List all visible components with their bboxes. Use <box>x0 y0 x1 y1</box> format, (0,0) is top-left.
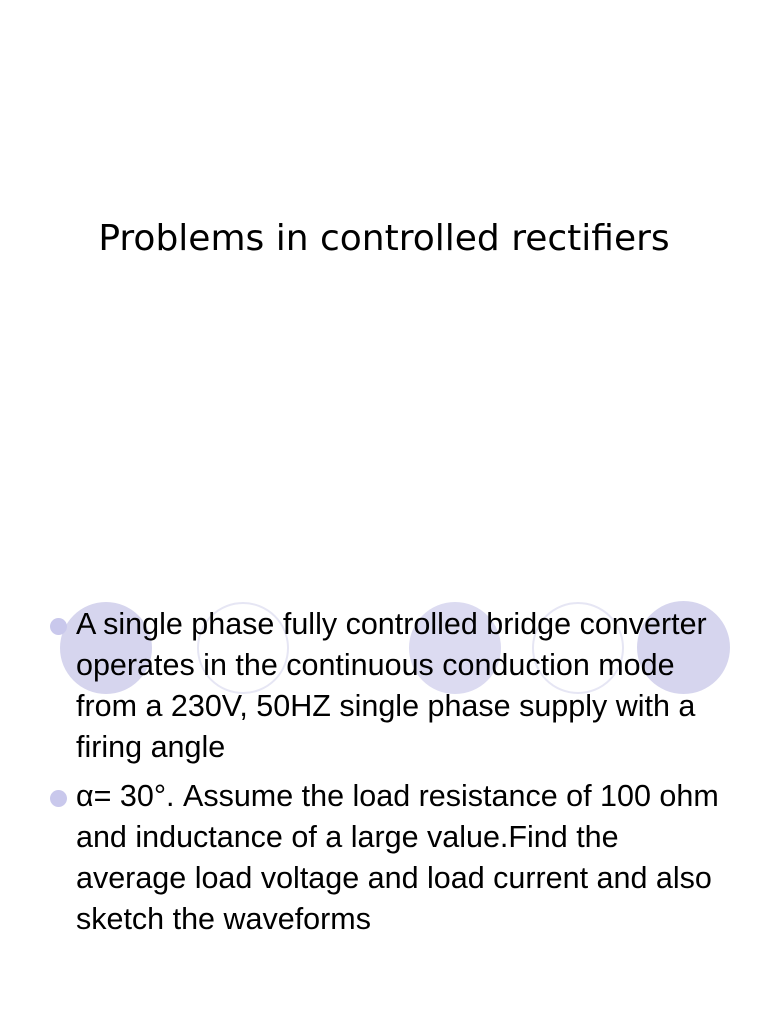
bullet-text: α= 30°. Assume the load resistance of 100 ohm and inductance of a large value.Find the average load voltage and load current and also sketch the waveforms <box>76 779 719 936</box>
bullet-item <box>44 776 734 940</box>
bullet-list <box>44 604 734 948</box>
bullet-text: A single phase fully controlled bridge converter operates in the continuous conduction mode from a 230V, 50HZ single phase supply with a firing angle <box>76 607 707 764</box>
bullet-dot-icon <box>50 790 67 807</box>
bullet-item <box>44 604 734 768</box>
slide-title: Problems in controlled rectifiers <box>98 218 670 259</box>
bullet-dot-icon <box>50 618 67 635</box>
